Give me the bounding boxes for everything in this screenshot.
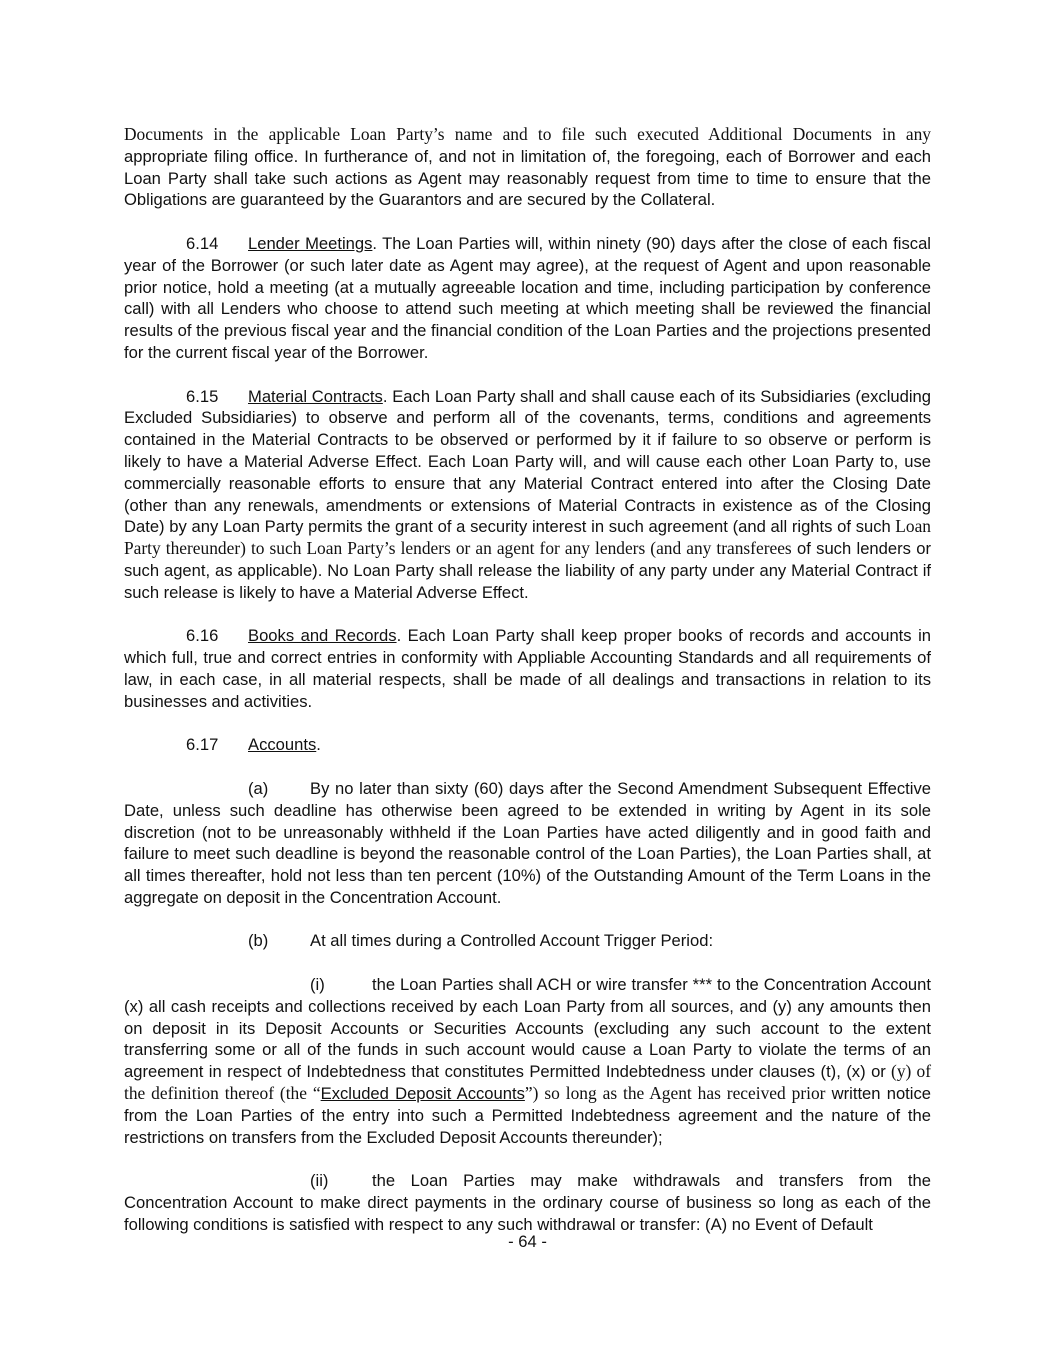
section-6-17-b-i <box>124 974 931 1148</box>
section-6-17-a <box>124 778 931 909</box>
section-text: . The Loan Parties will, within ninety (90) days after the close of each fiscal year of the Borrower (or such later date as Agent may agree), at the request of Agent and upon reasonable prior notice, hold a meeting (at a mutually agreeable location and time, including participation by conference call) with all Lenders who choose to attend such meeting at which meeting shall be reviewed the financial results of the previous fiscal year and the financial condition of the Loan Parties and the projections presented for the current fiscal year of the Borrower. <box>124 233 931 362</box>
carryover-paragraph <box>124 124 931 211</box>
section-number: 6.15 <box>186 386 219 406</box>
subclause-text-serif: (y) of the definition thereof (the “ <box>124 1061 931 1104</box>
section-heading: Accounts <box>248 735 317 755</box>
section-number: 6.16 <box>186 626 219 646</box>
section-text: . Each Loan Party shall keep proper books of records and accounts in which full, true and correct entries in conformity with Appliable Accounting Standards and all requirements of law, in each case, in all material respects, shall be made of all dealings and transactions in relation to its businesses and activities. <box>124 626 931 711</box>
section-6-17 <box>124 734 931 756</box>
subclause-text: the Loan Parties shall ACH or wire transfer *** to the Concentration Account (x) all cash receipts and collections received by each Loan Party from all sources, and (y) any amounts then on deposit in its Deposit Accounts or Securities Accounts (excluding any such account to the extent transferring some or all of the funds in such account would cause a Loan Party to violate the terms of an agreement in respect of Indebtedness that constitutes Permitted Indebtedness under clauses (t), (x) or <box>124 975 931 1082</box>
clause-number: (a) <box>248 778 269 798</box>
defined-term: Excluded Deposit Accounts <box>320 1084 525 1104</box>
subclause-text-serif: ”) so long as the Agent has received prior <box>524 1083 826 1104</box>
section-number: 6.17 <box>186 735 219 755</box>
section-heading: Material Contracts <box>248 386 383 406</box>
section-6-17-b-ii <box>124 1170 931 1235</box>
section-heading: Lender Meetings <box>248 233 373 253</box>
section-6-15 <box>124 386 931 604</box>
clause-text: By no later than sixty (60) days after the Second Amendment Subsequent Effective Date, unless such deadline has otherwise been agreed to be extended in writing by Agent in its sole discretion (not to be unreasonably withheld if the Loan Parties have acted diligently and in good faith and failure to meet such deadline is beyond the reasonable control of the Loan Parties), the Loan Parties shall, at all times thereafter, hold not less than ten percent (10%) of the Outstanding Amount of the Term Loans in the aggregate on deposit in the Concentration Account. <box>124 778 931 907</box>
section-heading-period: . <box>316 735 321 755</box>
clause-text: At all times during a Controlled Account Trigger Period: <box>310 931 714 951</box>
section-6-16 <box>124 625 931 712</box>
clause-number: (b) <box>248 931 269 951</box>
carryover-serif-text: Documents in the applicable Loan Party’s name and to file such executed Additional Documents in any <box>124 124 931 144</box>
section-text: of such lenders or such agent, as applicable). No Loan Party shall release the liability of any party under any Material Contract if such release is likely to have a Material Adverse Effect. <box>124 539 932 602</box>
page-number: - 64 - <box>508 1232 547 1251</box>
subclause-number: (ii) <box>310 1171 329 1191</box>
section-number: 6.14 <box>186 233 219 253</box>
section-text-serif: Loan Party thereunder) to such Loan Party’s lenders or an agent for any lenders (and any transferees <box>124 516 931 559</box>
subclause-text: the Loan Parties may make withdrawals and transfers from the Concentration Account to make direct payments in the ordinary course of business so long as each of the following conditions is satisfied with respect to any such withdrawal or transfer: (A) no Event of Default <box>124 1171 931 1234</box>
subclause-text: written notice from the Loan Parties of the entry into such a Permitted Indebtedness agreement and the nature of the restrictions on transfers from the Excluded Deposit Accounts thereunder); <box>124 1084 931 1147</box>
carryover-text: appropriate filing office. In furtherance of, and not in limitation of, the foregoing, each of Borrower and each Loan Party shall take such actions as Agent may reasonably request from time to time to ensure that the Obligations are guaranteed by the Guarantors and are secured by the Collateral. <box>124 146 931 210</box>
section-6-17-b <box>124 930 931 952</box>
section-text: . Each Loan Party shall and shall cause each of its Subsidiaries (excluding Excluded Subsidiaries) to observe and perform all of the covenants, terms, conditions and agreements contained in the Material Contracts to be observed or performed by it if failure to so observe or perform is likely to have a Material Adverse Effect. Each Loan Party will, and will cause each other Loan Party to, use commercially reasonable efforts to ensure that any Material Contract entered into after the Closing Date (other than any renewals, amendments or extensions of Material Contracts in existence as of the Closing Date) by any Loan Party permits the grant of a security interest in such agreement (and all rights of such <box>124 386 932 537</box>
section-6-14 <box>124 233 931 364</box>
subclause-number: (i) <box>310 975 325 995</box>
document-page <box>124 124 931 1236</box>
section-heading: Books and Records <box>248 626 397 646</box>
